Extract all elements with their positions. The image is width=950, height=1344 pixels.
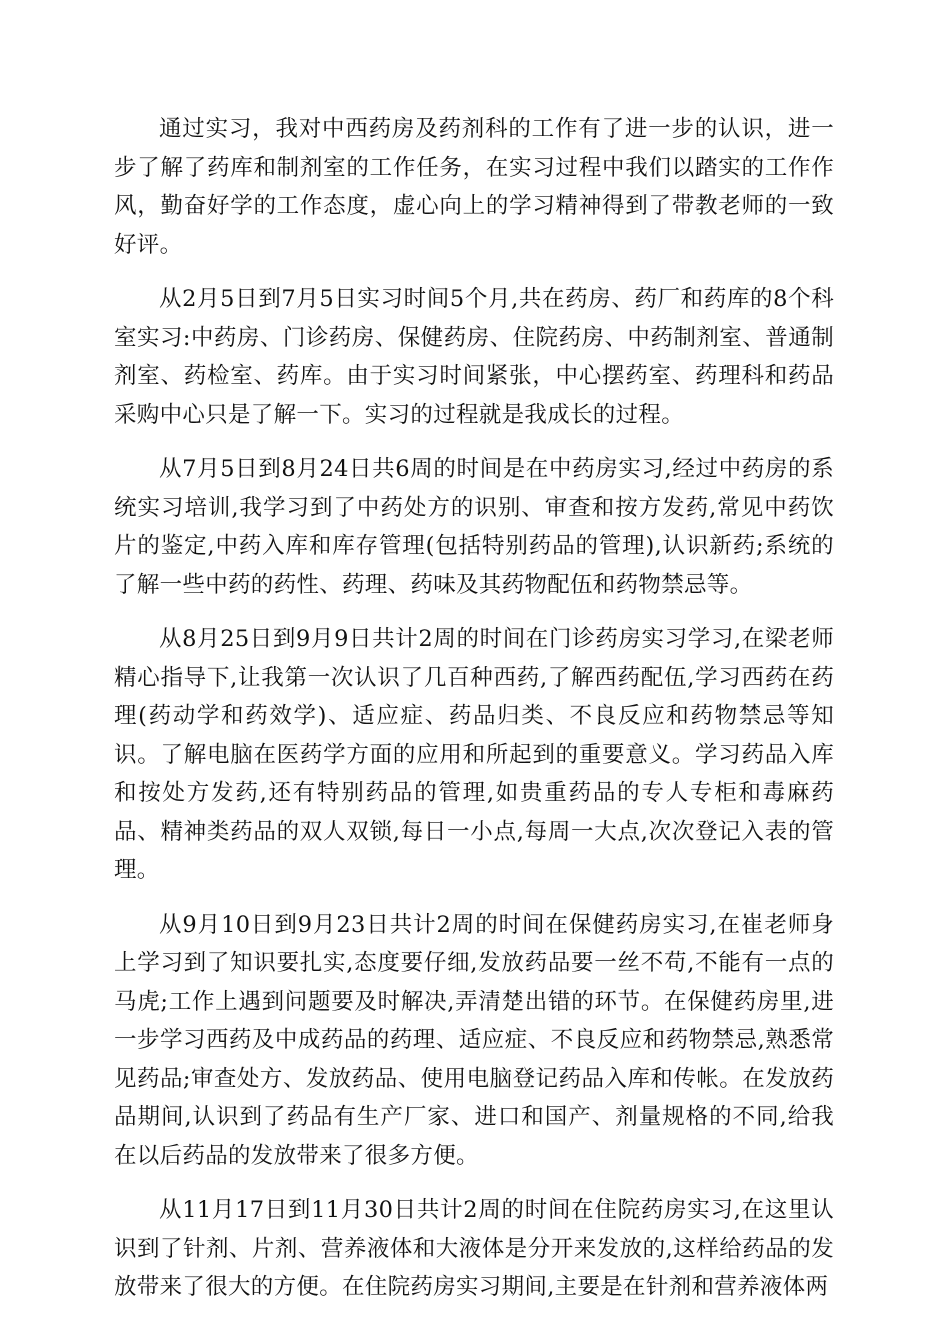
paragraph-outpatient-pharmacy: 从8月25日到9月9日共计2周的时间在门诊药房实习学习,在梁老师精心指导下,让我第一次认识了几百种西药,了解西药配伍,学习西药在药理(药动学和药效学)、适应症、药品归类、不良反应和药物禁忌等知识。了解电脑在医药学方面的应用和所起到的重要意义。学习药品入库和按处方发药,还有特别药品的管理,如贵重药品的专人专柜和毒麻药品、精神类药品的双人双锁,每日一小点,每周一大点,次次登记入表的管理。 bbox=[114, 626, 834, 883]
paragraph-internship-overview: 从2月5日到7月5日实习时间5个月,共在药房、药厂和药库的8个科室实习:中药房、门诊药房、保健药房、住院药房、中药制剂室、普通制剂室、药检室、药库。由于实习时间紧张，中心摆药室、药理科和药品采购中心只是了解一下。实习的过程就是我成长的过程。 bbox=[114, 286, 834, 428]
paragraph-healthcare-pharmacy: 从9月10日到9月23日共计2周的时间在保健药房实习,在崔老师身上学习到了知识要扎实,态度要仔细,发放药品要一丝不苟,不能有一点的马虎;工作上遇到问题要及时解决,弄清楚出错的环节。在保健药房里,进一步学习西药及中成药品的药理、适应症、不良反应和药物禁忌,熟悉常见药品;审查处方、发放药品、使用电脑登记药品入库和传帐。在发放药品期间,认识到了药品有生产厂家、进口和国产、剂量规格的不同,给我在以后药品的发放带来了很多方便。 bbox=[114, 911, 834, 1169]
paragraph-inpatient-pharmacy: 从11月17日到11月30日共计2周的时间在住院药房实习,在这里认识到了针剂、片剂、营养液体和大液体是分开来发放的,这样给药品的发放带来了很大的方便。在住院药房实习期间,主要是在针剂和营养液体两 bbox=[114, 1197, 834, 1300]
paragraph-internship-summary: 通过实习，我对中西药房及药剂科的工作有了进一步的认识，进一步了解了药库和制剂室的工作任务，在实习过程中我们以踏实的工作作风，勤奋好学的工作态度，虚心向上的学习精神得到了带教老师的一致好评。 bbox=[114, 116, 834, 258]
document-body bbox=[114, 110, 834, 1323]
paragraph-chinese-pharmacy: 从7月5日到8月24日共6周的时间是在中药房实习,经过中药房的系统实习培训,我学习到了中药处方的识别、审查和按方发药,常见中药饮片的鉴定,中药入库和库存管理(包括特别药品的管理),认识新药;系统的了解一些中药的药性、药理、药味及其药物配伍和药物禁忌等。 bbox=[114, 456, 834, 598]
